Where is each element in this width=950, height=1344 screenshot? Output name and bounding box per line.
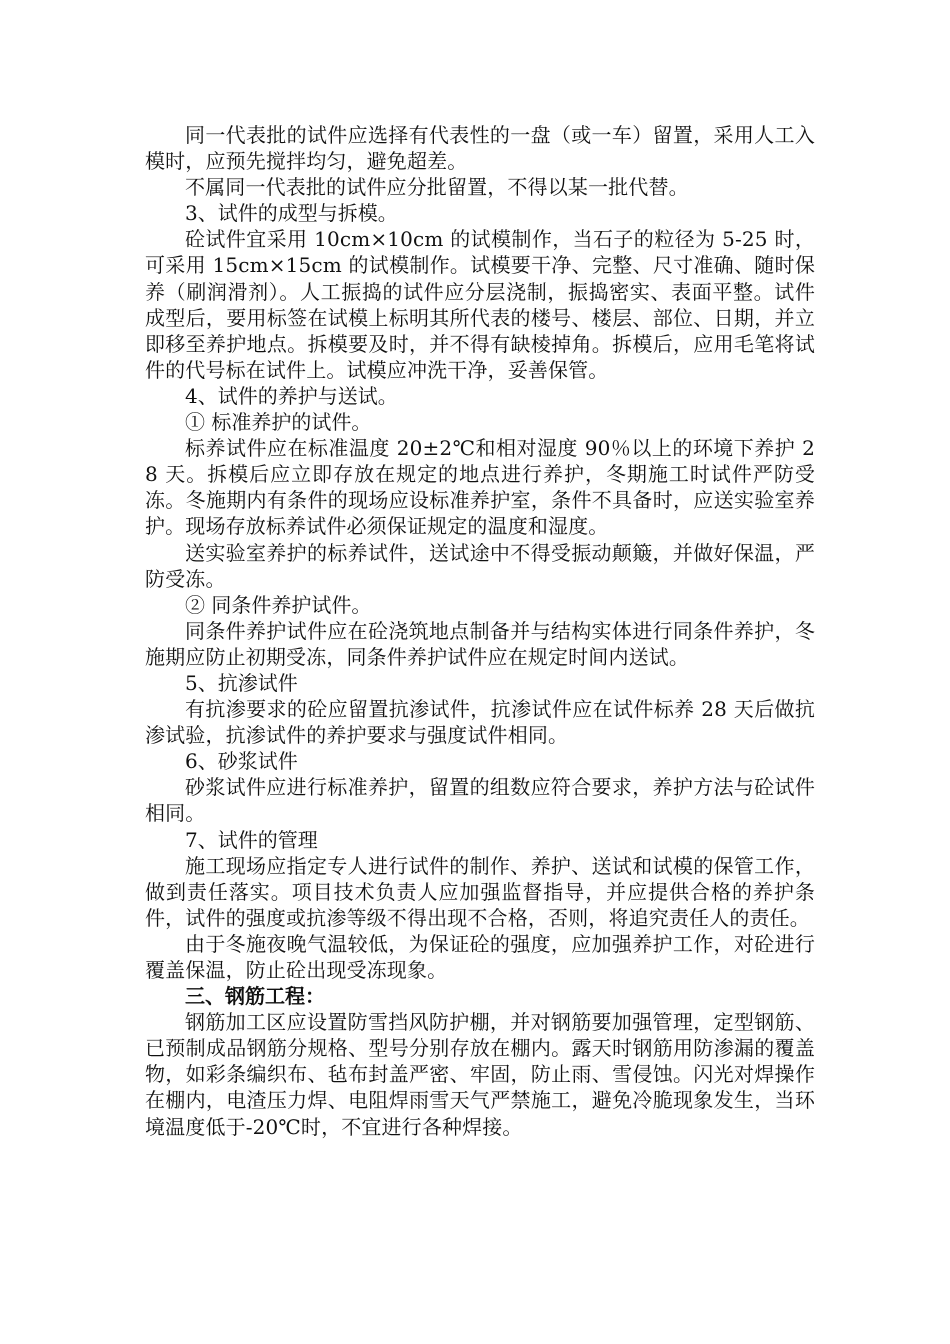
section-heading-rebar-work: 三、钢筋工程： [185, 984, 325, 1009]
document-body [145, 122, 815, 1140]
heading-curing-delivery: 4、试件的养护与送试。 [185, 383, 398, 408]
subheading-standard-curing: ① 标准养护的试件。 [185, 410, 372, 435]
paragraph-sample-selection: 同一代表批的试件应选择有代表性的一盘（或一车）留置，采用人工入模时，应预先搅拌均匀，避免超差。 [145, 123, 815, 174]
heading-mortar-specimen: 6、砂浆试件 [185, 749, 298, 774]
heading-specimen-management: 7、试件的管理 [185, 827, 318, 852]
paragraph-standard-curing: 标养试件应在标准温度 20±2℃和相对湿度 90％以上的环境下养护 28 天。拆模后应立即存放在规定的地点进行养护，冬期施工时试件严防受冻。冬施期内有条件的现场应设标准养护室，条件不具备时，应送实验室养护。现场存放标养试件必须保证规定的温度和湿度。 [145, 436, 815, 539]
paragraph-specimen-management: 施工现场应指定专人进行试件的制作、养护、送试和试模的保管工作，做到责任落实。项目技术负责人应加强监督指导，并应提供合格的养护条件，试件的强度或抗渗等级不得出现不合格，否则，将追究责任人的责任。 [145, 853, 815, 930]
paragraph-lab-curing: 送实验室养护的标养试件，送试途中不得受振动颠簸，并做好保温，严防受冻。 [145, 540, 815, 591]
heading-impermeability-specimen: 5、抗渗试件 [185, 670, 298, 695]
heading-forming-demolding: 3、试件的成型与拆模。 [185, 201, 398, 226]
paragraph-impermeability-specimen: 有抗渗要求的砼应留置抗渗试件，抗渗试件应在试件标养 28 天后做抗渗试验，抗渗试件的养护要求与强度试件相同。 [145, 697, 815, 748]
paragraph-mortar-specimen: 砂浆试件应进行标准养护，留置的组数应符合要求，养护方法与砼试件相同。 [145, 775, 815, 826]
paragraph-same-condition-curing: 同条件养护试件应在砼浇筑地点制备并与结构实体进行同条件养护，冬施期应防止初期受冻，同条件养护试件应在规定时间内送试。 [145, 618, 815, 669]
paragraph-night-temperature: 由于冬施夜晚气温较低，为保证砼的强度，应加强养护工作，对砼进行覆盖保温，防止砼出现受冻现象。 [145, 931, 815, 982]
subheading-same-condition-curing: ② 同条件养护试件。 [185, 592, 372, 617]
paragraph-rebar-work: 钢筋加工区应设置防雪挡风防护棚，并对钢筋要加强管理，定型钢筋、已预制成品钢筋分规格、型号分别存放在棚内。露天时钢筋用防渗漏的覆盖物，如彩条编织布、毡布封盖严密、牢固，防止雨、雪侵蚀。闪光对焊操作在棚内，电渣压力焊、电阻焊雨雪天气严禁施工，避免冷脆现象发生，当环境温度低于-20℃时，不宜进行各种焊接。 [145, 1010, 815, 1139]
paragraph-mold-making: 砼试件宜采用 10cm×10cm 的试模制作，当石子的粒径为 5-25 时，可采用 15cm×15cm 的试模制作。试模要干净、完整、尺寸准确、随时保养（刷润滑剂）。人工振捣的试件应分层浇制，振捣密实、表面平整。试件成型后，要用标签在试模上标明其所代表的楼号、楼层、部位、日期，并立即移至养护地点。拆模要及时，并不得有缺棱掉角。拆模后，应用毛笔将试件的代号标在试件上。试模应冲洗干净，妥善保管。 [145, 227, 815, 382]
paragraph-separate-batch: 不属同一代表批的试件应分批留置，不得以某一批代替。 [185, 175, 689, 200]
